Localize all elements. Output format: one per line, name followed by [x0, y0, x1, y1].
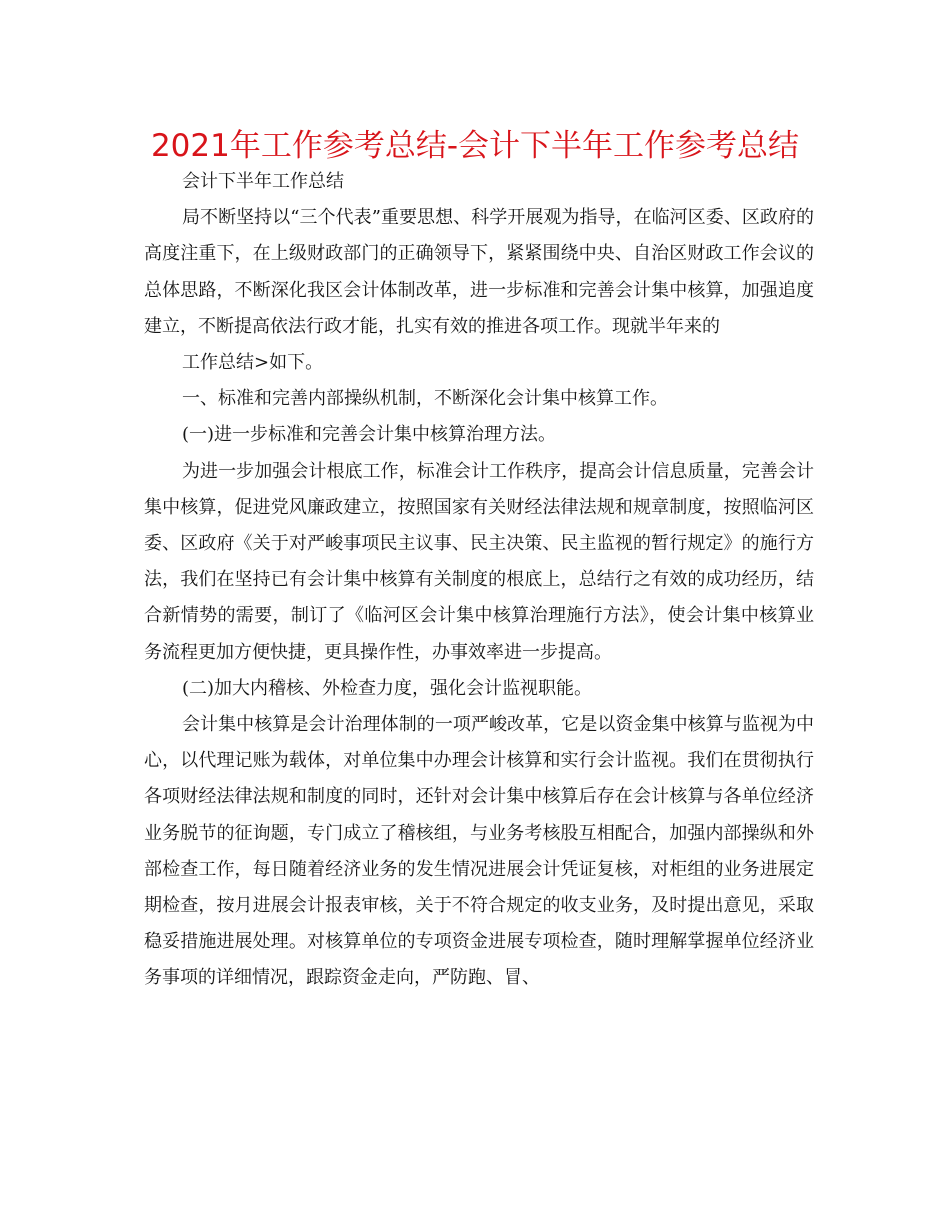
document-title: 2021年工作参考总结-会计下半年工作参考总结: [150, 128, 800, 164]
paragraph: 工作总结>如下。: [182, 352, 324, 374]
paragraph: 为进一步加强会计根底工作，标准会计工作秩序，提高会计信息质量，完善会计集中核算，促进党风廉政建立，按照国家有关财经法律法规和规章制度，按照临河区委、区政府《关于对严峻事项民主议事、民主决策、民主监视的暂行规定》的施行方法，我们在坚持已有会计集中核算有关制度的根底上，总结行之有效的成功经历，结合新情势的需要，制订了《临河区会计集中核算治理施行方法》，使会计集中核算业务流程更加方便快捷，更具操作性，办事效率进一步提高。: [144, 460, 814, 663]
paragraph: 会计集中核算是会计治理体制的一项严峻改革，它是以资金集中核算与监视为中心，以代理记账为载体，对单位集中办理会计核算和实行会计监视。我们在贯彻执行各项财经法律法规和制度的同时，还针对会计集中核算后存在会计核算与各单位经济业务脱节的征询题，专门成立了稽核组，与业务考核股互相配合，加强内部操纵和外部检查工作，每日随着经济业务的发生情况进展会计凭证复核，对柜组的业务进展定期检查，按月进展会计报表审核，关于不符合规定的收支业务，及时提出意见，采取稳妥措施进展处理。对核算单位的专项资金进展专项检查，随时理解掌握单位经济业务事项的详细情况，跟踪资金走向，严防跑、冒、: [144, 714, 814, 989]
document-body: [144, 164, 814, 997]
subsection-heading: (一)进一步标准和完善会计集中核算治理方法。: [182, 424, 557, 446]
paragraph: 局不断坚持以“三个代表”重要思想、科学开展观为指导，在临河区委、区政府的高度注重下，在上级财政部门的正确领导下，紧紧围绕中央、自治区财政工作会议的总体思路，不断深化我区会计体制改革，进一步标准和完善会计集中核算，加强追度建立，不断提高依法行政才能，扎实有效的推进各项工作。现就半年来的: [144, 207, 814, 337]
subsection-heading: (二)加大内稽核、外检查力度，强化会计监视职能。: [182, 677, 593, 699]
section-heading: 一、标准和完善内部操纵机制，不断深化会计集中核算工作。: [182, 388, 668, 410]
paragraph: 会计下半年工作总结: [182, 171, 344, 192]
